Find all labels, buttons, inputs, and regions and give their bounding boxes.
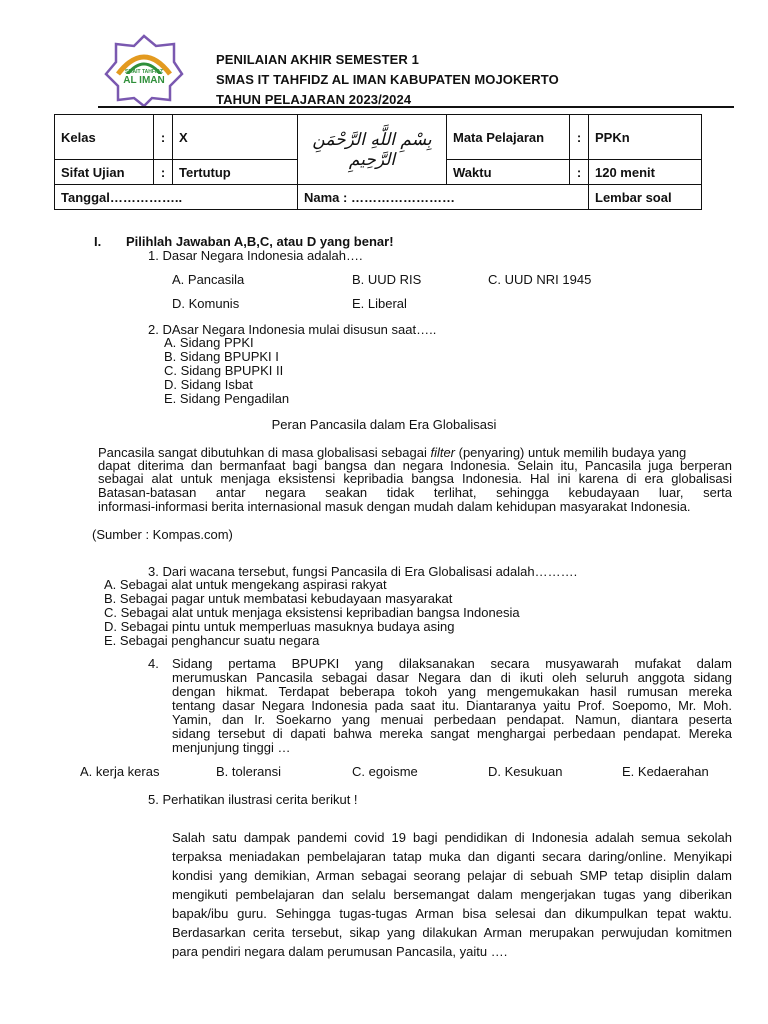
reading-line: Batasan-batasan antar negara seakan tidak terlihat, sehingga kebudayaan luar, serta — [98, 485, 732, 500]
q5-line: bapak/ibu guru. Sehingga tugas-tugas Arman bisa selesai dan dikumpulkan tepat waktu. — [172, 906, 732, 921]
q4-number: 4. — [148, 656, 159, 671]
waktu-colon: : — [570, 160, 589, 185]
kelas-value: X — [173, 115, 298, 160]
section-number: I. — [94, 234, 102, 249]
q2-option: A. Sidang PPKI — [164, 335, 254, 350]
q4-option-c: C. egoisme — [352, 764, 418, 779]
reading-line: informasi-informasi berita internasional masuk dengan mudah dalam kehidupan masyarakat Indonesia. — [98, 499, 691, 514]
tanggal-field: Tanggal…………….. — [55, 185, 298, 210]
header-line-1: PENILAIAN AKHIR SEMESTER 1 — [216, 52, 419, 67]
header-line-2: SMAS IT TAHFIDZ AL IMAN KABUPATEN MOJOKERTO — [216, 72, 559, 87]
q4-option-b: B. toleransi — [216, 764, 282, 779]
kelas-label: Kelas — [55, 115, 154, 160]
header-rule — [98, 106, 734, 108]
q5-text: 5. Perhatikan ilustrasi cerita berikut ! — [148, 792, 358, 807]
bismillah-calligraphy: بِسْمِ اللَّهِ الرَّحْمَنِ الرَّحِيمِ — [298, 115, 447, 185]
header-line-3: TAHUN PELAJARAN 2023/2024 — [216, 92, 412, 107]
q4-option-e: E. Kedaerahan — [622, 764, 709, 779]
info-table — [54, 114, 702, 210]
q4-line: sidang tersebut di dapati bahwa mereka sangat menghargai perbedaan pendapat. Mereka — [172, 726, 732, 741]
kelas-colon: : — [154, 115, 173, 160]
q4-line: merumuskan Pancasila sebagai dasar Negara dan di ikuti oleh seluruh anggota sidang — [172, 670, 732, 685]
reading-line: dapat diterima dan bermanfaat bagi bangsa dan negara Indonesia. Selain itu, Pancasila juga berperan — [98, 458, 732, 473]
q2-option: B. Sidang BPUPKI I — [164, 349, 279, 364]
q5-line: para pendiri negara dalam perumusan Pancasila, yaitu …. — [172, 944, 508, 959]
q3-option: D. Sebagai pintu untuk memperluas masuknya budaya asing — [104, 619, 455, 634]
q4-option-a: A. kerja keras — [80, 764, 160, 779]
q3-option: B. Sebagai pagar untuk membatasi kebudayaan masyarakat — [104, 591, 453, 606]
q5-line: Salah satu dampak pandemi covid 19 bagi pendidikan di Indonesia adalah semua sekolah — [172, 830, 732, 845]
q2-text: 2. DAsar Negara Indonesia mulai disusun saat….. — [148, 322, 437, 337]
q2-option: E. Sidang Pengadilan — [164, 391, 290, 406]
q4-line: menjunjung tinggi … — [172, 740, 291, 755]
lembar-soal: Lembar soal — [589, 185, 702, 210]
q4-line: Yamin, dan Ir. Soekarno yang menuai perbedaan pendapat. Namun, diantara peserta — [172, 712, 732, 727]
q4-line: tentang dasar Negara Indonesia pada saat itu. Diantaranya yaitu Prof. Soepomo, Mr. Moh. — [172, 698, 732, 713]
q1-option-a: A. Pancasila — [172, 272, 245, 287]
waktu-label: Waktu — [447, 160, 570, 185]
q4-line: Sidang pertama BPUPKI yang dilaksanakan secara musyawarah mufakat dalam — [172, 656, 732, 671]
sifat-colon: : — [154, 160, 173, 185]
section-title: Pilihlah Jawaban A,B,C, atau D yang benar! — [126, 234, 394, 249]
q3-option: C. Sebagai alat untuk menjaga eksistensi kepribadian bangsa Indonesia — [104, 605, 520, 620]
q5-line: kondisi yang demikian, Arman sebagai seorang pelajar di sebuah SMP tetap disiplin dalam — [172, 868, 732, 883]
sifat-value: Tertutup — [173, 160, 298, 185]
logo-text-top: SMAIT TAHFIDZ — [125, 69, 163, 75]
q5-line: mengikuti pembelajaran dan selalu bersemangat dalam mengerjakan tugas yang diberikan — [172, 887, 732, 902]
nama-field: Nama : …………………… — [298, 185, 589, 210]
q1-option-e: E. Liberal — [352, 296, 407, 311]
reading-title: Peran Pancasila dalam Era Globalisasi — [271, 417, 497, 432]
reading-line: sebagai alat untuk menjaga eksistensi kepribadia bangsa Indonesia. Hal ini karena di era globalisasi — [98, 471, 732, 486]
mapel-colon: : — [570, 115, 589, 160]
mapel-value: PPKn — [589, 115, 702, 160]
q3-option: E. Sebagai penghancur suatu negara — [104, 633, 320, 648]
mapel-label: Mata Pelajaran — [447, 115, 570, 160]
q4-option-d: D. Kesukuan — [488, 764, 563, 779]
q1-text: 1. Dasar Negara Indonesia adalah…. — [148, 248, 363, 263]
reading-source: (Sumber : Kompas.com) — [92, 527, 233, 542]
school-logo — [104, 34, 184, 106]
q1-option-d: D. Komunis — [172, 296, 240, 311]
waktu-value: 120 menit — [589, 160, 702, 185]
q5-line: Berdasarkan cerita tersebut, sikap yang dilakukan Arman merupakan perwujudan komitmen — [172, 925, 732, 940]
q5-line: terpaksa meniadakan pembelajaran tatap muka dan diganti secara daring/online. Menyikapi — [172, 849, 732, 864]
q3-text: 3. Dari wacana tersebut, fungsi Pancasila di Era Globalisasi adalah………. — [148, 564, 578, 579]
q4-line: dengan hikmat. Terdapat beberapa tokoh yang mengemukakan hasil rumusan mereka — [172, 684, 732, 699]
sifat-label: Sifat Ujian — [55, 160, 154, 185]
logo-text-main: AL IMAN — [123, 75, 165, 86]
q2-option: C. Sidang BPUPKI II — [164, 363, 284, 378]
q2-option: D. Sidang Isbat — [164, 377, 253, 392]
q3-option: A. Sebagai alat untuk mengekang aspirasi rakyat — [104, 577, 387, 592]
q1-option-b: B. UUD RIS — [352, 272, 422, 287]
q1-option-c: C. UUD NRI 1945 — [488, 272, 592, 287]
reading-line: Pancasila sangat dibutuhkan di masa globalisasi sebagai filter (penyaring) untuk memilih budaya yang — [98, 445, 687, 460]
